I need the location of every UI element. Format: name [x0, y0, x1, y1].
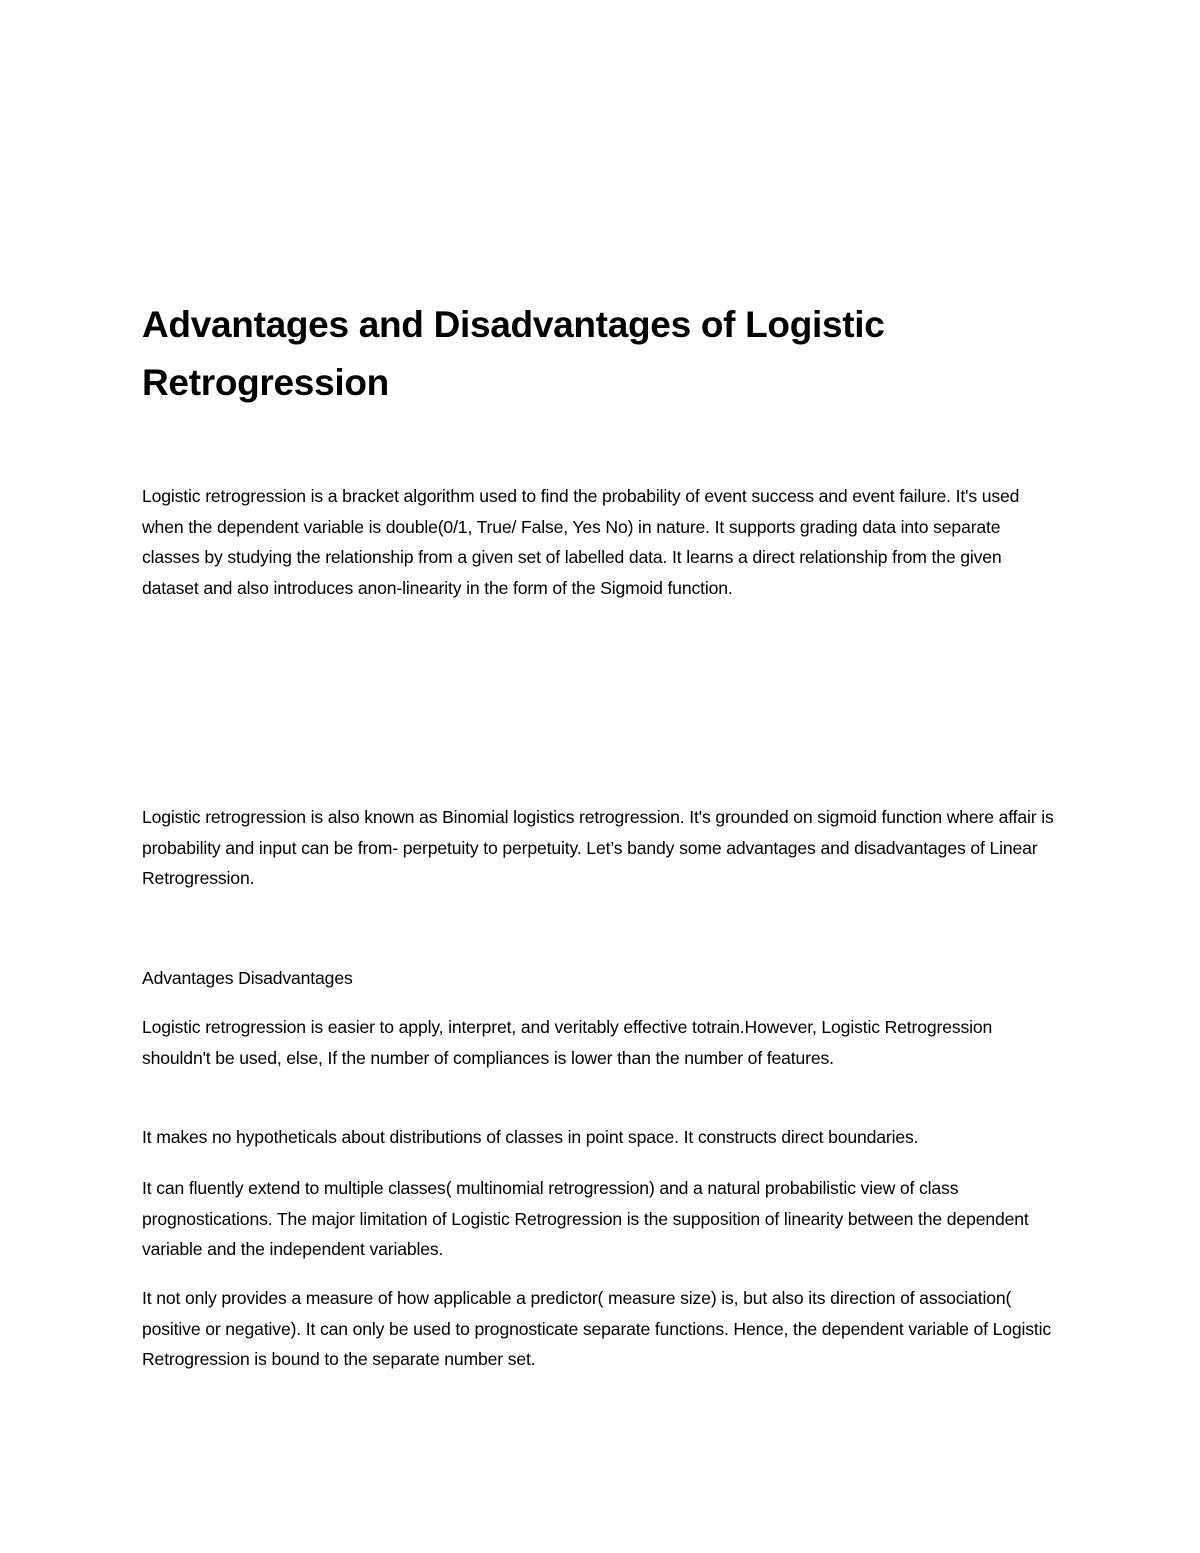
paragraph-binomial: Logistic retrogression is also known as Binomial logistics retrogression. It's grounded on sigmoid function where affair is probability and input can be from- perpetuity to perpetuity. Let’s bandy some advantages and disadvantages of Linear Retrogression.	[142, 807, 1054, 889]
document-title: Advantages and Disadvantages of Logistic Retrogression	[142, 304, 885, 403]
paragraph-predictor-measure: It not only provides a measure of how applicable a predictor( measure size) is, but also its direction of association( positive or negative). It can only be used to prognosticate separate functions. Hence, the dependent variable of Logistic Retrogression is bound to the separate number set.	[142, 1288, 1052, 1370]
paragraph-no-hypotheticals: It makes no hypotheticals about distributions of classes in point space. It constructs direct boundaries.	[142, 1127, 919, 1147]
paragraph-multiple-classes: It can fluently extend to multiple classes( multinomial retrogression) and a natural probabilistic view of class prognostications. The major limitation of Logistic Retrogression is the supposition of linearity between the dependent variable and the independent variables.	[142, 1178, 1029, 1260]
paragraph-advantages-heading: Advantages Disadvantages	[142, 968, 353, 988]
paragraph-easier-to-apply: Logistic retrogression is easier to apply, interpret, and veritably effective totrain.However, Logistic Retrogression shouldn't be used, else, If the number of compliances is lower than the number of features.	[142, 1017, 993, 1068]
paragraph-introduction: Logistic retrogression is a bracket algorithm used to find the probability of event success and event failure. It's used when the dependent variable is double(0/1, True/ False, Yes No) in nature. It supports grading data into separate classes by studying the relationship from a given set of labelled data. It learns a direct relationship from the given dataset and also introduces anon-linearity in the form of the Sigmoid function.	[142, 486, 1020, 598]
